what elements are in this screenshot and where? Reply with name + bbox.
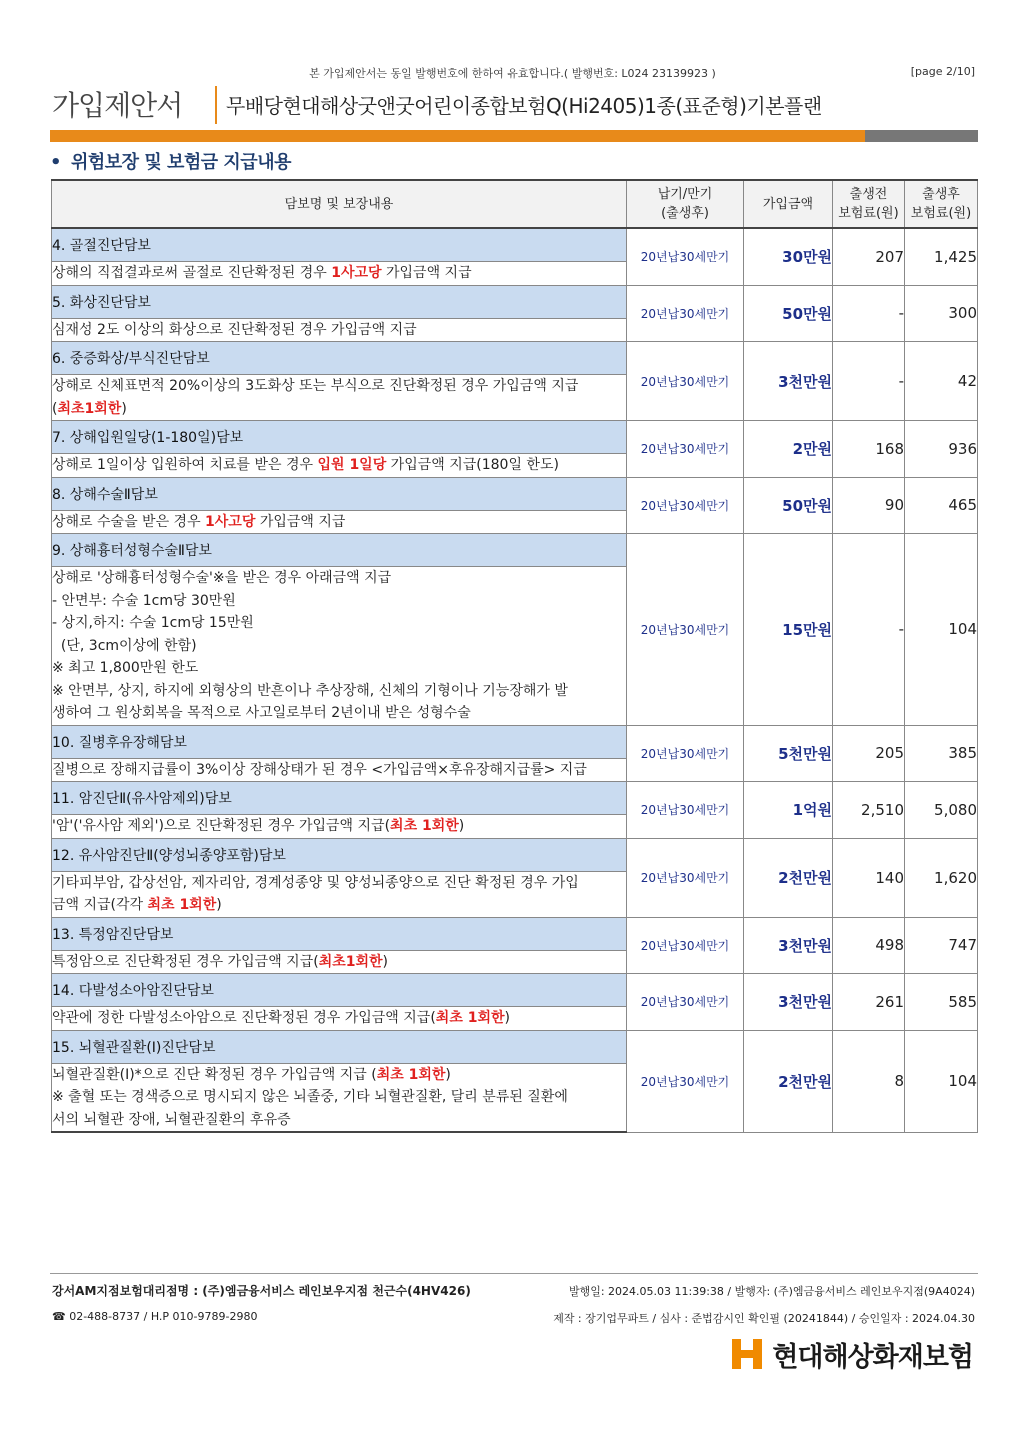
description-text: 상해로 '상해흉터성형수술'※을 받은 경우 아래금액 지급 [52, 570, 392, 586]
postbirth-premium: 585 [905, 974, 978, 1031]
description-text: 상해의 직접결과로써 골절로 진단확정된 경우 [52, 265, 332, 281]
table-header-row [52, 180, 978, 228]
payment-term: 20년납30세만기 [627, 534, 744, 726]
description-line [52, 872, 626, 895]
description-line [52, 1086, 626, 1109]
phone-info: ☎ 02-488-8737 / H.P 010-9789-2980 [52, 1310, 258, 1323]
coverage-description [52, 510, 627, 534]
description-line [52, 612, 626, 635]
coverage-row [52, 342, 978, 375]
postbirth-premium: 936 [905, 421, 978, 478]
payment-term: 20년납30세만기 [627, 421, 744, 478]
payment-term: 20년납30세만기 [627, 477, 744, 534]
hyundai-h-icon [730, 1337, 764, 1371]
coverage-name: 15. 뇌혈관질환(Ⅰ)진단담보 [52, 1030, 627, 1063]
coverage-name: 7. 상해입원일당(1-180일)담보 [52, 421, 627, 454]
highlight-text: 최초 1회한 [390, 818, 459, 834]
header-term [627, 180, 744, 228]
description-text: ) [216, 897, 222, 913]
description-text: 상해로 수술을 받은 경우 [52, 513, 206, 530]
prebirth-premium: 205 [833, 725, 905, 782]
description-text: - 안면부: 수술 1cm당 30만원 [52, 592, 236, 609]
document-title: 가입제안서 [52, 89, 183, 122]
coverage-amount: 3천만원 [744, 917, 833, 974]
description-text: ※ 안면부, 상지, 하지에 외형상의 반흔이나 추상장해, 신체의 기형이나 기능장해가 발 [52, 682, 568, 699]
company-logo [730, 1334, 973, 1374]
coverage-amount: 50만원 [744, 285, 833, 342]
payment-term: 20년납30세만기 [627, 917, 744, 974]
coverage-row [52, 477, 978, 510]
coverage-name: 12. 유사암진단Ⅱ(양성뇌종양포함)담보 [52, 838, 627, 871]
description-text: ) [121, 400, 127, 417]
postbirth-premium: 1,620 [905, 838, 978, 917]
coverage-description [52, 318, 627, 342]
postbirth-premium: 42 [905, 342, 978, 421]
header-postbirth-line2: 보험료(원) [910, 206, 972, 221]
description-text: 서의 뇌혈관 장애, 뇌혈관질환의 후유증 [52, 1111, 291, 1128]
description-line [52, 680, 626, 703]
header-accent-bar [50, 130, 865, 142]
coverage-description [52, 871, 627, 917]
prebirth-premium: - [833, 534, 905, 726]
prebirth-premium: 207 [833, 228, 905, 285]
coverage-row [52, 838, 978, 871]
coverage-row [52, 228, 978, 262]
description-line [52, 375, 626, 398]
description-text: 상해로 1일이상 입원하여 치료를 받은 경우 [52, 457, 318, 473]
description-text: 기타피부암, 갑상선암, 제자리암, 경계성종양 및 양성뇌종양으로 진단 확정된 경우 가입 [52, 874, 579, 891]
description-line [52, 759, 626, 782]
section-title [50, 148, 291, 174]
header-term-line2: (출생후) [661, 206, 709, 221]
coverage-row [52, 421, 978, 454]
prebirth-premium: - [833, 342, 905, 421]
payment-term: 20년납30세만기 [627, 342, 744, 421]
coverage-amount: 15만원 [744, 534, 833, 726]
coverage-table [51, 179, 978, 1133]
coverage-description [52, 758, 627, 782]
description-text: 질병으로 장해지급률이 3%이상 장해상태가 된 경우 <가입금액×후유장해지급률> 지급 [52, 761, 587, 778]
postbirth-premium: 1,425 [905, 228, 978, 285]
description-text: ※ 출혈 또는 경색증으로 명시되지 않은 뇌졸중, 기타 뇌혈관질환, 달리 분류된 질환에 [52, 1089, 568, 1105]
description-line [52, 894, 626, 917]
description-text: - 상지,하지: 수술 1cm당 15만원 [52, 615, 254, 631]
highlight-text: 최초1회한 [57, 400, 122, 417]
header-gray-bar [865, 130, 978, 142]
coverage-amount: 3천만원 [744, 342, 833, 421]
header-amount: 가입금액 [744, 180, 833, 228]
postbirth-premium: 104 [905, 1030, 978, 1132]
payment-term: 20년납30세만기 [627, 228, 744, 285]
description-text: 가입금액 지급 [255, 513, 346, 530]
description-line [52, 702, 626, 725]
coverage-row [52, 782, 978, 815]
coverage-table-body [52, 228, 978, 1132]
description-text: 가입금액 지급(180일 한도) [386, 457, 559, 473]
validity-notice: 본 가입제안서는 동일 발행번호에 한하여 유효합니다.( 발행번호: L024 23139923 ) [309, 67, 716, 80]
coverage-description [52, 454, 627, 478]
header-postbirth-line1: 출생후 [922, 187, 960, 202]
description-line [52, 1109, 626, 1132]
highlight-text: 최초 1회한 [147, 897, 217, 913]
header-prebirth [833, 180, 905, 228]
description-text: 뇌혈관질환(Ⅰ)*으로 진단 확정된 경우 가입금액 지급 ( [52, 1066, 377, 1083]
coverage-amount: 50만원 [744, 477, 833, 534]
description-line [52, 398, 626, 421]
page-number: [page 2/10] [910, 65, 975, 78]
description-line [52, 454, 626, 477]
payment-term: 20년납30세만기 [627, 725, 744, 782]
header-prebirth-line2: 보험료(원) [838, 206, 899, 221]
description-text: ※ 최고 1,800만원 한도 [52, 660, 199, 676]
description-line [52, 262, 626, 285]
description-text: 생하여 그 원상회복을 목적으로 사고일로부터 2년이내 받은 성형수술 [52, 705, 471, 721]
description-text: 상해로 신체표면적 20%이상의 3도화상 또는 부식으로 진단확정된 경우 가입금액 지급 [52, 378, 579, 394]
prebirth-premium: 2,510 [833, 782, 905, 839]
coverage-name: 9. 상해흉터성형수술Ⅱ담보 [52, 534, 627, 567]
description-line [52, 1007, 626, 1030]
coverage-name: 13. 특정암진단담보 [52, 917, 627, 950]
coverage-description [52, 1063, 627, 1132]
description-text: 심재성 2도 이상의 화상으로 진단확정된 경우 가입금액 지급 [52, 321, 417, 338]
highlight-text: 입원 1일당 [317, 457, 387, 473]
highlight-text: 1사고당 [331, 265, 382, 281]
description-line [52, 951, 626, 974]
payment-term: 20년납30세만기 [627, 1030, 744, 1132]
header-prebirth-line1: 출생전 [849, 187, 888, 202]
coverage-row [52, 285, 978, 318]
postbirth-premium: 747 [905, 917, 978, 974]
description-line [52, 567, 626, 590]
postbirth-premium: 465 [905, 477, 978, 534]
description-line [52, 657, 626, 680]
prebirth-premium: 498 [833, 917, 905, 974]
description-line [52, 319, 626, 342]
description-text: ( [52, 400, 58, 417]
footer-divider [50, 1273, 978, 1274]
title-divider [215, 86, 217, 124]
description-text: ) [382, 953, 389, 970]
description-line [52, 1064, 626, 1087]
description-text: ) [504, 1010, 510, 1026]
header-postbirth [905, 180, 978, 228]
coverage-row [52, 534, 978, 567]
prebirth-premium: - [833, 285, 905, 342]
coverage-description [52, 567, 627, 726]
payment-term: 20년납30세만기 [627, 974, 744, 1031]
description-line [52, 815, 626, 838]
coverage-description [52, 262, 627, 286]
description-text: '암'('유사암 제외')으로 진단확정된 경우 가입금액 지급( [52, 818, 391, 834]
issue-info: 발행일: 2024.05.03 11:39:38 / 발행자: (주)엠금융서비스 레인보우지점(9A4024) [568, 1285, 975, 1298]
prebirth-premium: 168 [833, 421, 905, 478]
description-text: (단, 3cm이상에 한함) [52, 637, 197, 654]
coverage-row [52, 974, 978, 1007]
coverage-row [52, 1030, 978, 1063]
description-text: 특정암으로 진단확정된 경우 가입금액 지급( [52, 953, 319, 970]
payment-term: 20년납30세만기 [627, 285, 744, 342]
highlight-text: 최초 1회한 [435, 1010, 505, 1026]
description-line [52, 635, 626, 658]
postbirth-premium: 104 [905, 534, 978, 726]
product-name: 무배당현대해상굿앤굿어린이종합보험Q(Hi2405)1종(표준형)기본플랜 [226, 94, 822, 118]
coverage-name: 5. 화상진단담보 [52, 285, 627, 318]
coverage-name: 14. 다발성소아암진단담보 [52, 974, 627, 1007]
highlight-text: 최초 1회한 [376, 1066, 446, 1083]
description-text: 약관에 정한 다발성소아암으로 진단확정된 경우 가입금액 지급( [52, 1010, 436, 1026]
header-coverage-name: 담보명 및 보장내용 [52, 180, 627, 228]
coverage-amount: 1억원 [744, 782, 833, 839]
coverage-row [52, 917, 978, 950]
description-line [52, 511, 626, 534]
header-term-line1: 납기/만기 [657, 187, 713, 202]
description-text: ) [445, 1066, 451, 1083]
review-info: 제작 : 장기업무파트 / 심사 : 준법감시인 확인필 (20241844) / 승인일자 : 2024.04.30 [553, 1312, 975, 1325]
prebirth-premium: 8 [833, 1030, 905, 1132]
prebirth-premium: 261 [833, 974, 905, 1031]
agent-info: 강서AM지점보험대리점명 : (주)엠금융서비스 레인보우지점 천근수(4HV426) [52, 1284, 471, 1298]
coverage-description [52, 1007, 627, 1031]
coverage-description [52, 950, 627, 974]
coverage-amount: 2만원 [744, 421, 833, 478]
postbirth-premium: 300 [905, 285, 978, 342]
coverage-name: 4. 골절진단담보 [52, 228, 627, 262]
coverage-amount: 2천만원 [744, 1030, 833, 1132]
bullet-icon: • [50, 152, 62, 173]
section-title-text: 위험보장 및 보험금 지급내용 [71, 152, 291, 173]
coverage-amount: 2천만원 [744, 838, 833, 917]
coverage-amount: 30만원 [744, 228, 833, 285]
payment-term: 20년납30세만기 [627, 782, 744, 839]
highlight-text: 1사고당 [205, 513, 256, 530]
description-text: ) [458, 818, 465, 834]
prebirth-premium: 140 [833, 838, 905, 917]
highlight-text: 최초1회한 [318, 953, 383, 970]
postbirth-premium: 385 [905, 725, 978, 782]
prebirth-premium: 90 [833, 477, 905, 534]
description-line [52, 590, 626, 613]
description-text: 가입금액 지급 [381, 265, 472, 281]
payment-term: 20년납30세만기 [627, 838, 744, 917]
coverage-amount: 3천만원 [744, 974, 833, 1031]
coverage-description [52, 375, 627, 421]
coverage-name: 10. 질병후유장해담보 [52, 725, 627, 758]
postbirth-premium: 5,080 [905, 782, 978, 839]
company-name: 현대해상화재보험 [772, 1341, 973, 1373]
coverage-row [52, 725, 978, 758]
coverage-name: 11. 암진단Ⅱ(유사암제외)담보 [52, 782, 627, 815]
coverage-amount: 5천만원 [744, 725, 833, 782]
coverage-description [52, 815, 627, 839]
coverage-name: 8. 상해수술Ⅱ담보 [52, 477, 627, 510]
description-text: 금액 지급(각각 [52, 897, 148, 913]
coverage-name: 6. 중증화상/부식진단담보 [52, 342, 627, 375]
